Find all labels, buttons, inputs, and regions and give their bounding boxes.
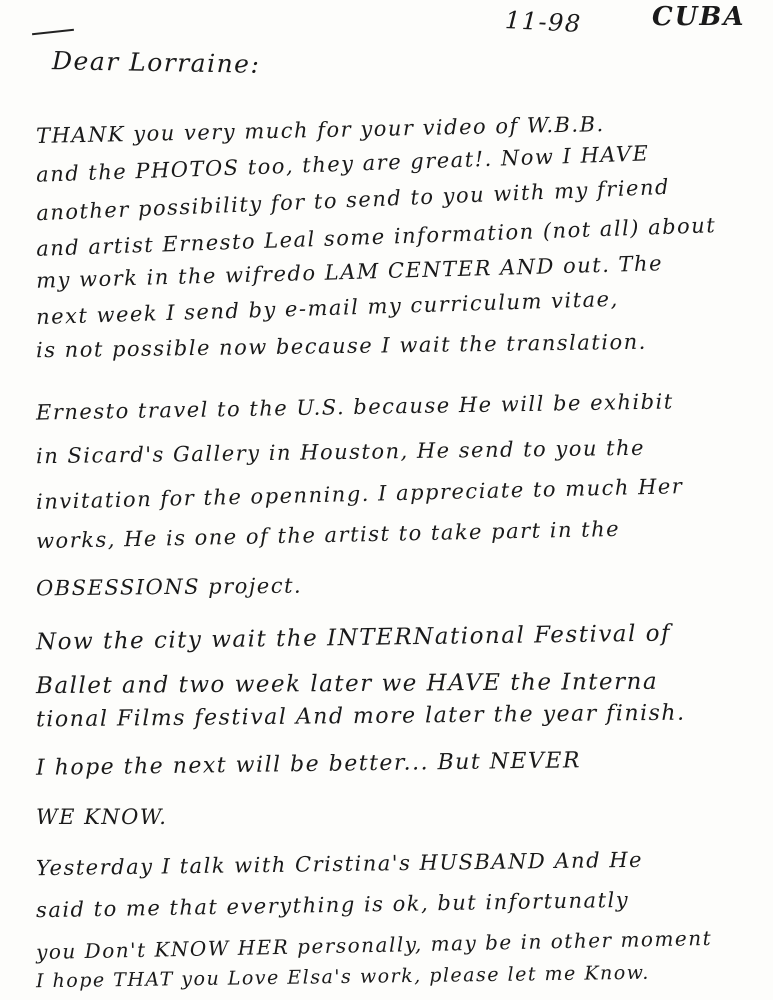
letter-line: Yesterday I talk with Cristina's HUSBAND And He: [35, 847, 644, 881]
letter-line: WE KNOW.: [36, 805, 168, 829]
letter-line: you Don't KNOW HER personally, may be in other moment: [35, 925, 713, 965]
letter-line: in Sicard's Gallery in Houston, He send to you the: [35, 435, 646, 469]
letter-line: Ballet and two week later we HAVE the Interna: [35, 668, 659, 700]
letter-line: OBSESSIONS project.: [35, 573, 303, 601]
letter-line: and artist Ernesto Leal some information (not all) about: [35, 213, 717, 261]
letter-country-heading: CUBA: [652, 2, 746, 32]
letter-line: next week I send by e-mail my curriculum vitae,: [35, 286, 620, 330]
corner-pen-mark: [32, 29, 74, 35]
letter-line: I hope the next will be better... But NEVER: [35, 748, 582, 781]
letter-line: invitation for the openning. I appreciate to much Her: [35, 474, 684, 514]
letter-salutation: Dear Lorraine:: [51, 46, 261, 79]
letter-line: works, He is one of the artist to take part in the: [35, 516, 621, 554]
letter-line: and the PHOTOS too, they are great!. Now I HAVE: [35, 141, 650, 187]
letter-line: Now the city wait the INTERNational Festival of: [35, 620, 672, 656]
letter-line: is not possible now because I wait the translation.: [35, 329, 647, 363]
letter-line: Ernesto travel to the U.S. because He will be exhibit: [35, 389, 674, 425]
letter-line: I hope THAT you Love Elsa's work, please let me Know.: [35, 961, 650, 993]
letter-line: tional Films festival And more later the year finish.: [35, 700, 686, 733]
letter-line: THANK you very much for your video of W.B.B.: [35, 112, 605, 148]
letter-date: 11-98: [504, 6, 583, 38]
letter-line: said to me that everything is ok, but infortunatly: [35, 887, 630, 923]
letter-line: my work in the wifredo LAM CENTER AND out. The: [35, 251, 664, 293]
letter-line: another possibility for to send to you with my friend: [35, 174, 671, 226]
